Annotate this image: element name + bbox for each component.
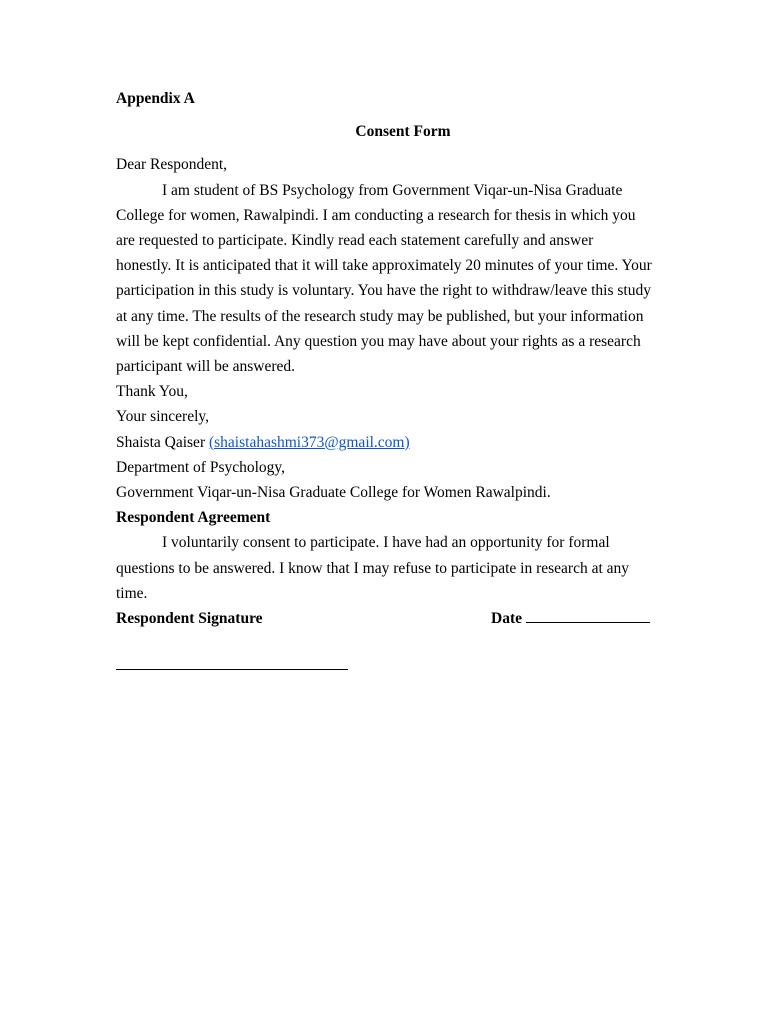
intro-line: participation in this study is voluntary. You have the right to withdraw/leave this study (116, 282, 651, 300)
consent-document (116, 86, 656, 631)
appendix-label: Appendix A (116, 90, 195, 107)
agreement-line: time. (116, 584, 148, 602)
date-field (491, 606, 650, 631)
salutation: Dear Respondent, (116, 156, 228, 174)
intro-line: College for women, Rawalpindi. I am conducting a research for thesis in which you (116, 206, 636, 224)
date-label: Date (491, 610, 522, 628)
agreement-heading: Respondent Agreement (116, 509, 271, 527)
intro-paragraph (116, 178, 656, 380)
thanks-line: Thank You, (116, 383, 188, 401)
intro-line: at any time. The results of the research study may be published, but your information (116, 307, 644, 325)
college-line: Government Viqar-un-Nisa Graduate College for Women Rawalpindi. (116, 484, 551, 502)
signature-blank-line (116, 669, 348, 670)
signature-row (116, 606, 650, 631)
author-line (116, 430, 656, 455)
intro-line: are requested to participate. Kindly read each statement carefully and answer (116, 232, 594, 250)
author-email-link[interactable]: (shaistahashmi373@gmail.com) (208, 433, 410, 451)
document-title: Consent Form (355, 123, 451, 141)
agreement-line: questions to be answered. I know that I may refuse to participate in research at any (116, 559, 630, 577)
intro-line: participant will be answered. (116, 358, 296, 376)
signature-label: Respondent Signature (116, 610, 263, 628)
intro-line: honestly. It is anticipated that it will take approximately 20 minutes of your time. Your (116, 257, 652, 275)
author-name: Shaista Qaiser (116, 433, 209, 451)
intro-line: will be kept confidential. Any question you may have about your rights as a research (116, 332, 641, 350)
department-line: Department of Psychology, (116, 458, 286, 476)
date-blank-line (526, 608, 650, 623)
agreement-paragraph (116, 530, 656, 606)
intro-line: I am student of BS Psychology from Government Viqar-un-Nisa Graduate (162, 181, 623, 199)
agreement-line: I voluntarily consent to participate. I have had an opportunity for formal (162, 534, 610, 552)
closing-line: Your sincerely, (116, 408, 209, 426)
